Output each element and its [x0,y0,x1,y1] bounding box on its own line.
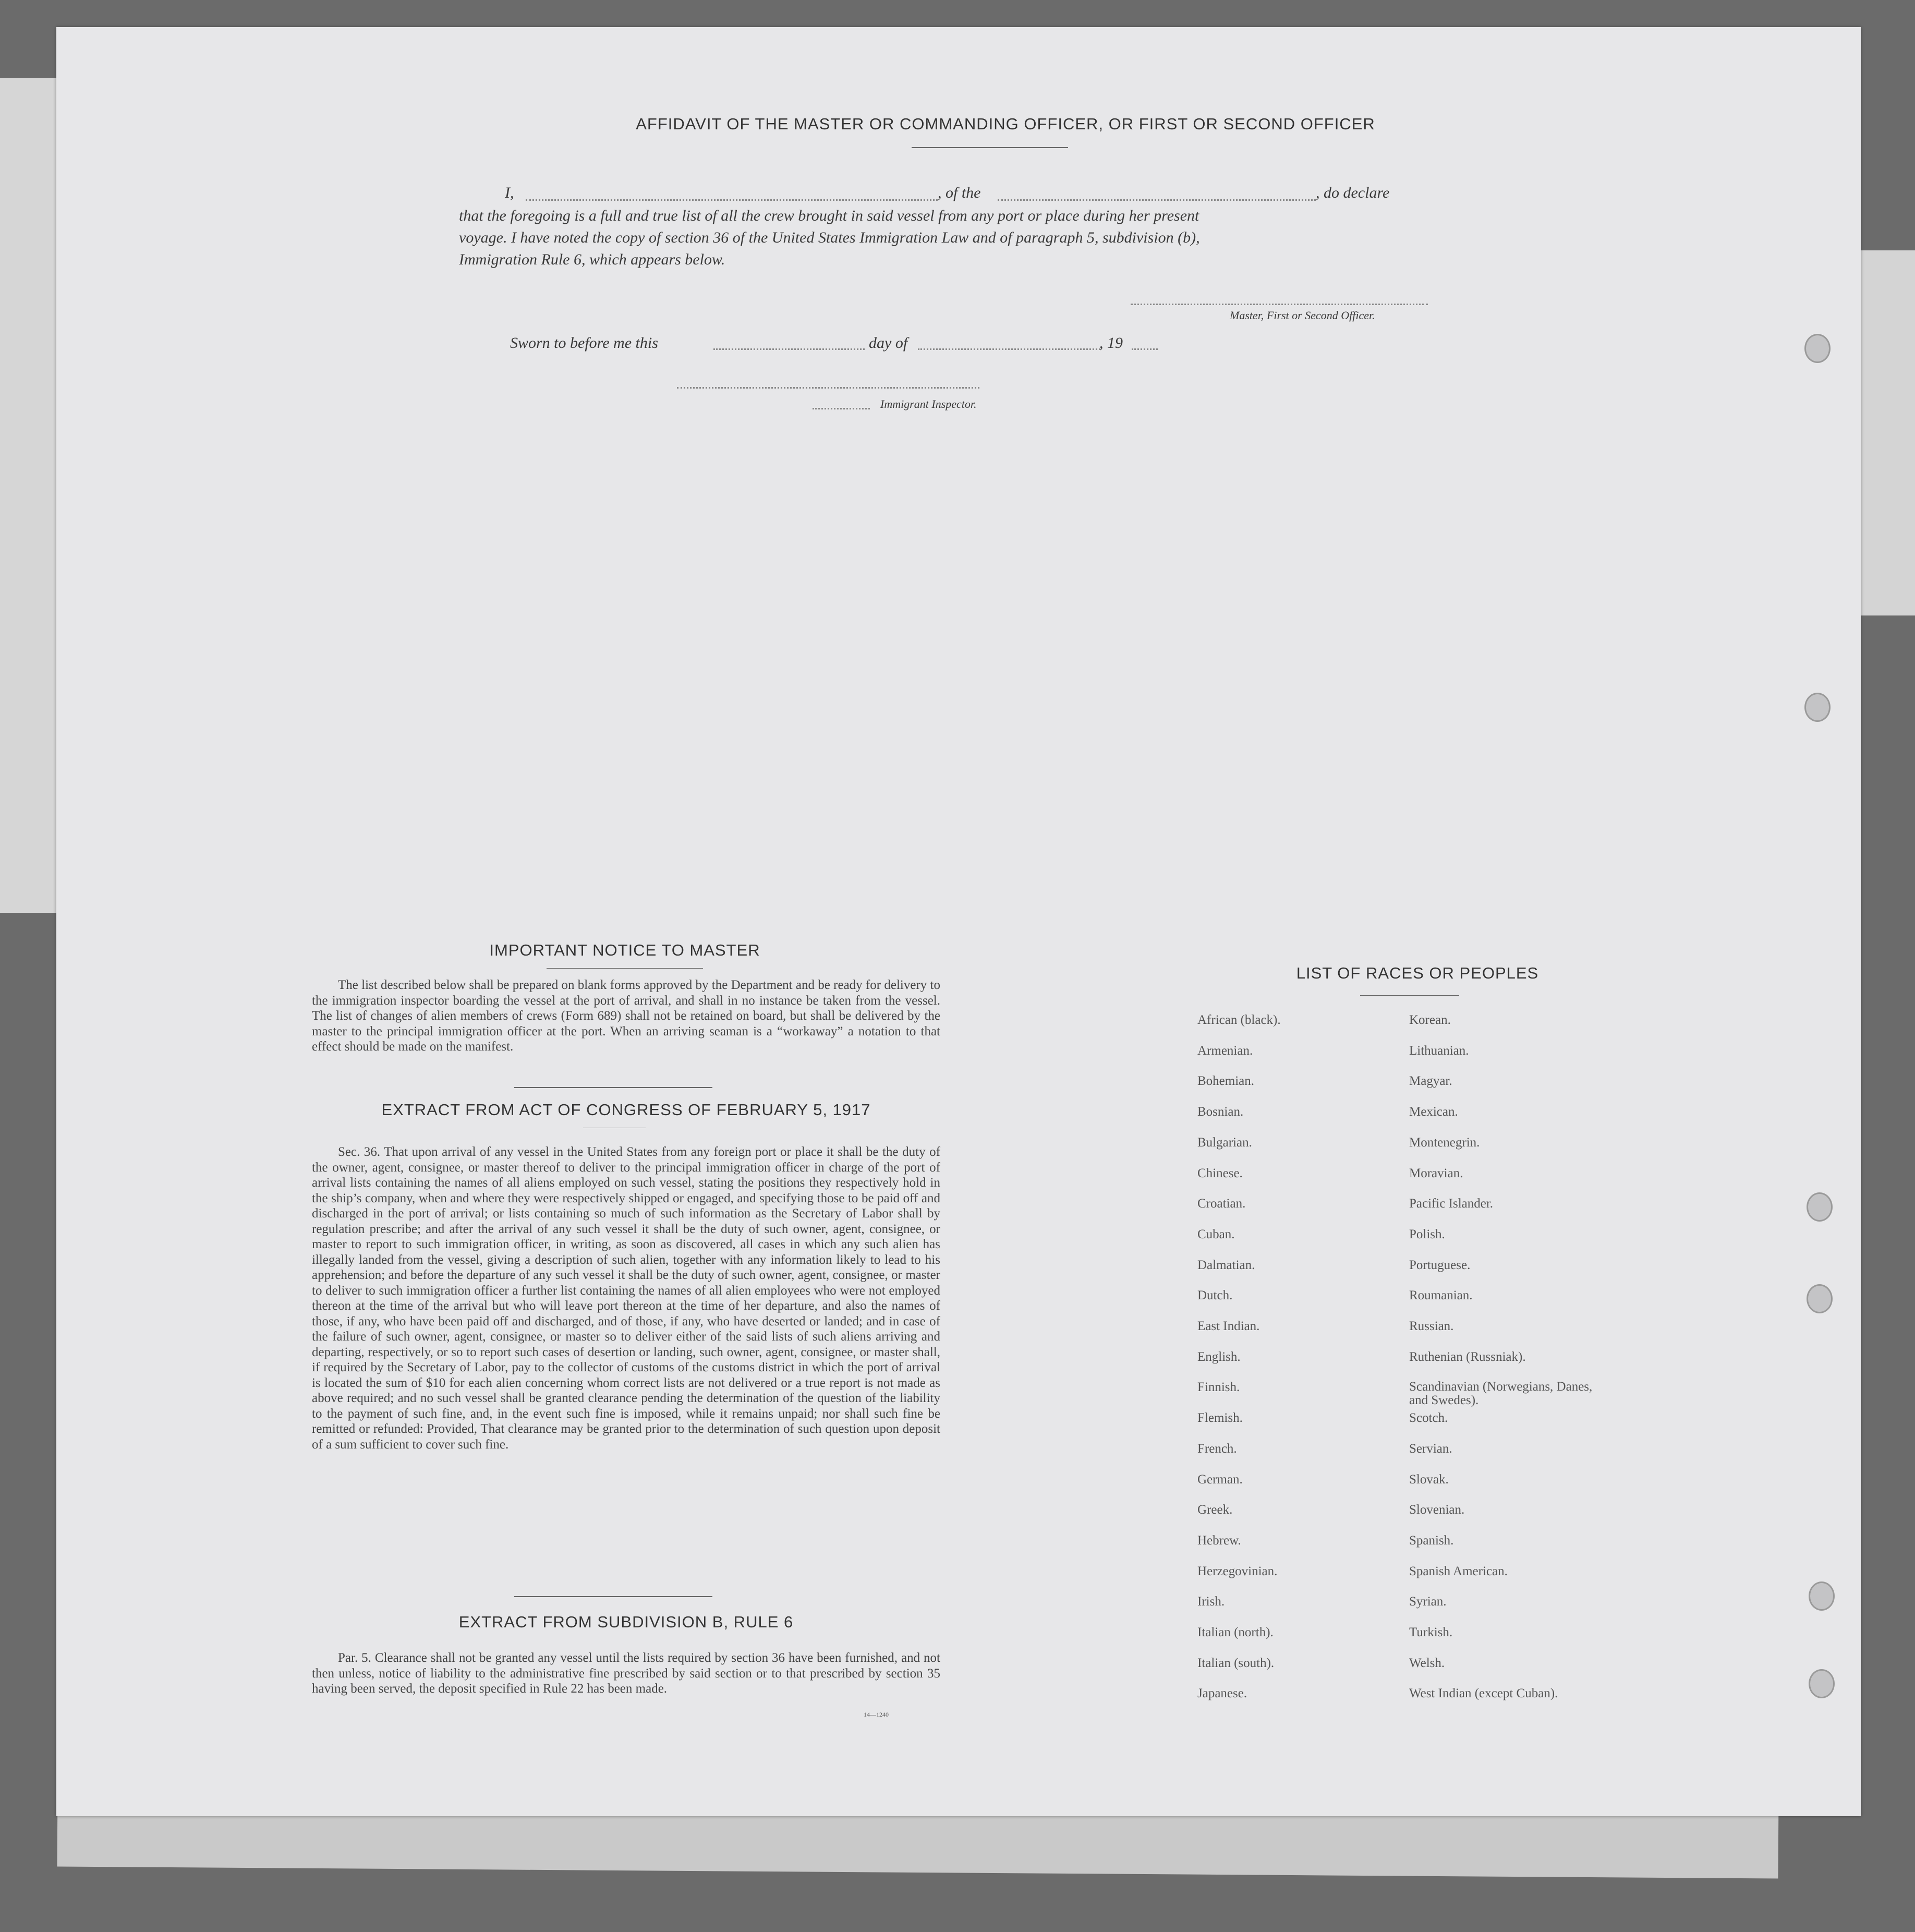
binder-hole-icon [1809,1669,1835,1698]
notice-title-rule [547,968,703,969]
race-item: Russian. [1409,1319,1454,1333]
race-item: Ruthenian (Russniak). [1409,1349,1526,1364]
race-item: Finnish. [1197,1380,1240,1395]
binder-hole-icon [1804,693,1831,722]
race-item: Spanish American. [1409,1564,1508,1578]
sworn-label: Sworn to before me this [510,334,658,352]
affidavit-title-rule [912,147,1068,148]
race-item: Armenian. [1197,1043,1253,1058]
race-item: English. [1197,1349,1241,1364]
act-body [312,1144,940,1452]
race-item: Herzegovinian. [1197,1564,1278,1578]
race-item: Polish. [1409,1227,1445,1241]
rule-body [312,1650,940,1697]
race-item: Montenegrin. [1409,1135,1480,1150]
race-item: Turkish. [1409,1625,1453,1639]
race-item: Portuguese. [1409,1258,1471,1272]
inspector-signature-field-2[interactable] [813,408,870,409]
race-item: East Indian. [1197,1319,1260,1333]
races-title: LIST OF RACES OR PEOPLES [1296,964,1539,982]
name-field[interactable] [526,199,938,201]
of-the-label: , of the [938,184,981,201]
sworn-month-field[interactable] [918,348,1100,350]
race-item: Bohemian. [1197,1074,1255,1089]
affidavit-title: AFFIDAVIT OF THE MASTER OR COMMANDING OFFICER, OR FIRST OR SECOND OFFICER [636,115,1375,133]
declare-label: , do declare [1316,184,1390,201]
master-signature-field[interactable] [1131,304,1428,305]
race-item: Slovak. [1409,1472,1449,1487]
sworn-line [510,332,1240,358]
race-item: Croatian. [1197,1197,1246,1211]
race-item: Japanese. [1197,1686,1247,1701]
document-page [56,27,1861,1816]
race-item: Dutch. [1197,1288,1233,1303]
inspector-signature-label: Immigrant Inspector. [880,397,977,410]
race-item: Bulgarian. [1197,1135,1252,1150]
race-item: Lithuanian. [1409,1043,1469,1058]
race-item: Scotch. [1409,1411,1448,1426]
race-item: Servian. [1409,1441,1452,1456]
rule-paragraph: Par. 5. Clearance shall not be granted any vessel until the lists required by section 36 have been furnished, and not then unless, notice of liability to the administrative fine prescribed by said section or to that prescribed by section 35 having been served, the deposit specified in Rule 22 has been made. [312,1651,940,1696]
race-item: French. [1197,1441,1237,1456]
form-number: 14—1240 [864,1711,889,1718]
race-item: Irish. [1197,1595,1225,1609]
i-label: I, [505,184,514,201]
vessel-field[interactable] [998,199,1316,201]
race-item: Spanish. [1409,1533,1454,1548]
race-item: Magyar. [1409,1074,1452,1089]
affidavit-line3: voyage. I have noted the copy of section 36 of the United States Immigration Law and of paragraph 5, subdivision (b), [459,229,1200,246]
section-divider [514,1596,712,1597]
race-item: Pacific Islander. [1409,1197,1494,1211]
master-signature-label: Master, First or Second Officer. [1230,309,1375,322]
race-item: Welsh. [1409,1656,1445,1670]
race-item: Bosnian. [1197,1105,1244,1119]
sworn-year-field[interactable] [1132,348,1158,350]
section-divider [514,1087,712,1088]
race-item: German. [1197,1472,1243,1487]
race-item: Syrian. [1409,1595,1447,1609]
race-item: Chinese. [1197,1166,1243,1180]
race-item: Roumanian. [1409,1288,1473,1303]
adjacent-page-left [0,78,63,913]
races-title-rule [1360,995,1459,996]
race-item: Mexican. [1409,1105,1458,1119]
binder-hole-icon [1807,1192,1833,1222]
race-item: Korean. [1409,1013,1451,1027]
notice-title: IMPORTANT NOTICE TO MASTER [489,941,760,959]
race-item: Scandinavian (Norwegians, Danes, and Swedes). [1409,1380,1593,1408]
rule-title: EXTRACT FROM SUBDIVISION B, RULE 6 [458,1613,794,1631]
binder-hole-icon [1804,334,1831,363]
affidavit-line2: that the foregoing is a full and true list of all the crew brought in said vessel from any port or place during her present [459,207,1199,224]
act-paragraph: Sec. 36. That upon arrival of any vessel in the United States from any foreign port or place it shall be the duty of the owner, agent, consignee, or master thereof to deliver to the principal immigration officer in charge of the port of arrival lists containing the names of all aliens employed on such vessel, stating the positions they respectively hold in the ship’s company, when and where they were respectively shipped or engaged, and specifying those to be paid off and discharged in the port of arrival; or lists containing so much of such information as the Secretary of Labor shall by regulation prescribe; and after the arrival of any such vessel it shall be the duty of such owner, agent, consignee, or master to report to such immigration officer, in writing, as soon as discovered, all cases in which any such alien has illegally landed from the vessel, giving a description of such alien, together with any information likely to lead to his apprehension; and before the departure of any such vessel it shall be the duty of such owner, agent, consignee, or master to deliver to such immigration officer a further list containing the names of all alien employees who were not employed thereon at the time of the arrival but who will leave port thereon at the time of her departure, and also the names of those, if any, who have been paid off and discharged, and of those, if any, who have deserted or landed; and in case of the failure of such owner, agent, consignee, or master so to deliver either of the said lists of such aliens arriving and departing, respectively, or so to report such cases of desertion or landing, such owner, agent, consignee, or master shall, if required by the Secretary of Labor, pay to the collector of customs of the customs district in which the port of arrival is located the sum of $10 for each alien concerning whom correct lists are not delivered or a true report is not made as above required; and no such vessel shall be granted clearance pending the determination of the question of the liability to the payment of such fine, and, in the event such fine is imposed, while it remains unpaid; nor shall such fine be remitted or refunded: Provided, That clearance may be granted prior to the determination of such question upon deposit of a sum sufficient to cover such fine. [312,1145,940,1452]
race-item: West Indian (except Cuban). [1409,1686,1558,1701]
notice-paragraph: The list described below shall be prepared on blank forms approved by the Department and be ready for delivery to the immigration inspector boarding the vessel at the port of arrival, and shall in no instance be taken from the vessel. The list of changes of alien members of crews (Form 689) shall not be retained on board, but shall be delivered by the master to the principal immigration officer at the port. When an arriving seaman is a “workaway” a notation to that effect should be made on the manifest. [312,978,940,1054]
race-item: Moravian. [1409,1166,1463,1180]
race-item: Hebrew. [1197,1533,1241,1548]
notice-body [312,977,940,1055]
act-title: EXTRACT FROM ACT OF CONGRESS OF FEBRUARY 5, 1917 [381,1101,871,1119]
sworn-day-field[interactable] [713,348,865,350]
race-item: Dalmatian. [1197,1258,1255,1272]
race-item: Italian (north). [1197,1625,1274,1639]
race-item: African (black). [1197,1013,1281,1027]
adjacent-page-right [1857,250,1915,615]
affidavit-line4: Immigration Rule 6, which appears below. [459,251,725,268]
inspector-signature-field[interactable] [677,387,979,389]
year-label: , 19 [1099,334,1123,352]
race-item: Flemish. [1197,1411,1243,1426]
race-item: Italian (south). [1197,1656,1275,1670]
race-item: Greek. [1197,1503,1233,1517]
binder-hole-icon [1809,1581,1835,1611]
race-item: Cuban. [1197,1227,1235,1241]
race-item: Slovenian. [1409,1503,1465,1517]
day-of-label: day of [869,334,908,352]
binder-hole-icon [1807,1284,1833,1313]
